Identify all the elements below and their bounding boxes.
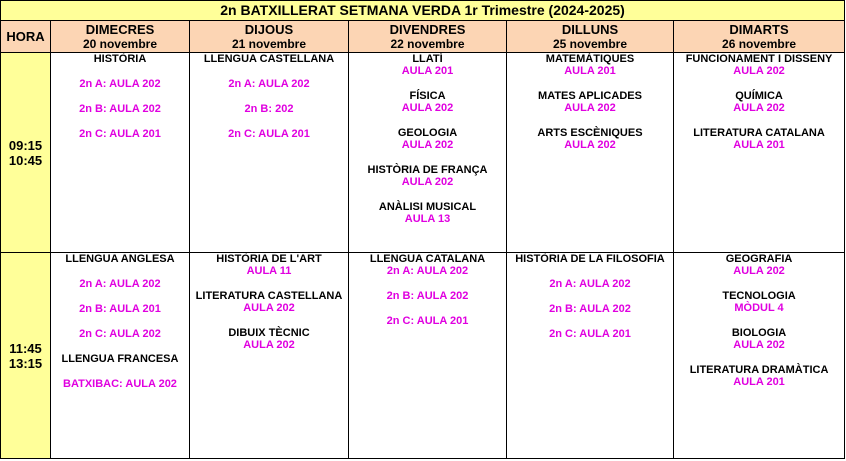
room-label: 2n A: AULA 202 <box>79 78 161 90</box>
subject-label: HISTÒRIA DE FRANÇA <box>367 164 488 176</box>
room-label: 2n C: AULA 201 <box>228 128 310 140</box>
day-name: DIMECRES <box>85 21 155 37</box>
room-label: 2n B: AULA 202 <box>386 290 469 302</box>
cell-slot2-dimarts <box>674 253 845 459</box>
subject-label: LLATÍ <box>412 53 443 65</box>
slot-start: 11:45 <box>9 340 42 356</box>
day-name: DIVENDRES <box>389 21 466 37</box>
day-header-dimecres <box>51 21 190 53</box>
room-label: 2n B: 202 <box>244 103 294 115</box>
day-name: DIJOUS <box>244 21 294 37</box>
room-label: AULA 202 <box>564 102 616 114</box>
room-label: 2n C: AULA 201 <box>79 128 161 140</box>
day-name: DIMARTS <box>729 21 789 37</box>
room-label: AULA 202 <box>733 339 785 351</box>
day-header-dijous <box>190 21 349 53</box>
room-label: AULA 13 <box>404 213 451 225</box>
room-label: BATXIBAC: AULA 202 <box>63 378 177 390</box>
room-label: AULA 11 <box>246 265 292 277</box>
room-label: 2n B: AULA 201 <box>79 303 161 315</box>
subject-label: MATES APLICADES <box>538 90 642 102</box>
subject-label: BIOLOGIA <box>731 327 787 339</box>
subject-label: LLENGUA CATALANA <box>369 253 486 265</box>
hora-header: HORA <box>1 21 51 53</box>
room-label: AULA 201 <box>564 65 616 77</box>
room-label: AULA 202 <box>733 102 785 114</box>
subject-label: FÍSICA <box>409 90 446 102</box>
room-label: 2n C: AULA 201 <box>549 328 631 340</box>
cell-slot2-divendres <box>349 253 507 459</box>
slot-end: 10:45 <box>8 152 43 168</box>
room-label: 2n C: AULA 201 <box>386 315 469 327</box>
room-label: AULA 202 <box>733 65 785 77</box>
room-label: 2n B: AULA 202 <box>549 303 631 315</box>
room-label: AULA 201 <box>733 139 785 151</box>
time-slot-2 <box>1 253 51 459</box>
cell-slot2-dijous <box>190 253 349 459</box>
room-label: AULA 202 <box>733 265 785 277</box>
subject-label: DIBUIX TÈCNIC <box>228 327 310 339</box>
schedule-title: 2n BATXILLERAT SETMANA VERDA 1r Trimestre (2024-2025) <box>1 1 845 21</box>
room-label: MÒDUL 4 <box>734 302 784 314</box>
subject-label: HISTÒRIA DE LA FILOSOFIA <box>515 253 665 265</box>
subject-label: ANÀLISI MUSICAL <box>378 201 477 213</box>
slot-start: 09:15 <box>8 137 43 153</box>
subject-label: LITERATURA CASTELLANA <box>195 290 343 302</box>
day-date: 25 novembre <box>552 36 628 51</box>
day-date: 21 novembre <box>231 36 307 51</box>
room-label: 2n B: AULA 202 <box>79 103 161 115</box>
subject-label: GEOGRAFIA <box>725 253 793 265</box>
subject-label: LITERATURA CATALANA <box>693 127 825 139</box>
cell-slot2-dilluns <box>507 253 674 459</box>
room-label: 2n A: AULA 202 <box>549 278 631 290</box>
subject-label: LLENGUA CASTELLANA <box>203 53 335 65</box>
day-date: 26 novembre <box>722 36 797 51</box>
room-label: AULA 202 <box>401 139 454 151</box>
subject-label: HISTÒRIA DE L'ART <box>216 253 322 265</box>
room-label: AULA 202 <box>243 302 295 314</box>
room-label: 2n A: AULA 202 <box>79 278 161 290</box>
subject-label: LLENGUA FRANCESA <box>61 353 179 365</box>
room-label: AULA 201 <box>733 376 785 388</box>
cell-slot1-divendres <box>349 53 507 253</box>
time-slot-1 <box>1 53 51 253</box>
day-header-divendres <box>349 21 507 53</box>
subject-label: LITERATURA DRAMÀTICA <box>689 364 829 376</box>
cell-slot1-dimecres <box>51 53 190 253</box>
room-label: AULA 201 <box>401 65 454 77</box>
subject-label: LLENGUA ANGLESA <box>65 253 175 265</box>
subject-label: TECNOLOGIA <box>722 290 796 302</box>
day-header-dimarts <box>674 21 845 53</box>
room-label: AULA 202 <box>401 176 454 188</box>
day-date: 22 novembre <box>390 36 465 51</box>
subject-label: ARTS ESCÈNIQUES <box>537 127 643 139</box>
cell-slot1-dilluns <box>507 53 674 253</box>
subject-label: GEOLOGIA <box>397 127 458 139</box>
room-label: 2n C: AULA 202 <box>79 328 161 340</box>
subject-label: FUNCIONAMENT I DISSENY <box>685 53 833 65</box>
day-date: 20 novembre <box>82 36 158 51</box>
cell-slot1-dimarts <box>674 53 845 253</box>
room-label: AULA 202 <box>401 102 454 114</box>
room-label: AULA 202 <box>564 139 616 151</box>
subject-label: HISTÒRIA <box>93 53 147 65</box>
day-name: DILLUNS <box>561 21 619 37</box>
day-header-dilluns <box>507 21 674 53</box>
subject-label: QUÍMICA <box>735 90 783 102</box>
room-label: AULA 202 <box>243 339 295 351</box>
room-label: 2n A: AULA 202 <box>228 78 310 90</box>
cell-slot1-dijous <box>190 53 349 253</box>
subject-label: MATEMÀTIQUES <box>545 53 635 65</box>
cell-slot2-dimecres <box>51 253 190 459</box>
slot-end: 13:15 <box>8 355 43 371</box>
room-label: 2n A: AULA 202 <box>386 265 469 277</box>
